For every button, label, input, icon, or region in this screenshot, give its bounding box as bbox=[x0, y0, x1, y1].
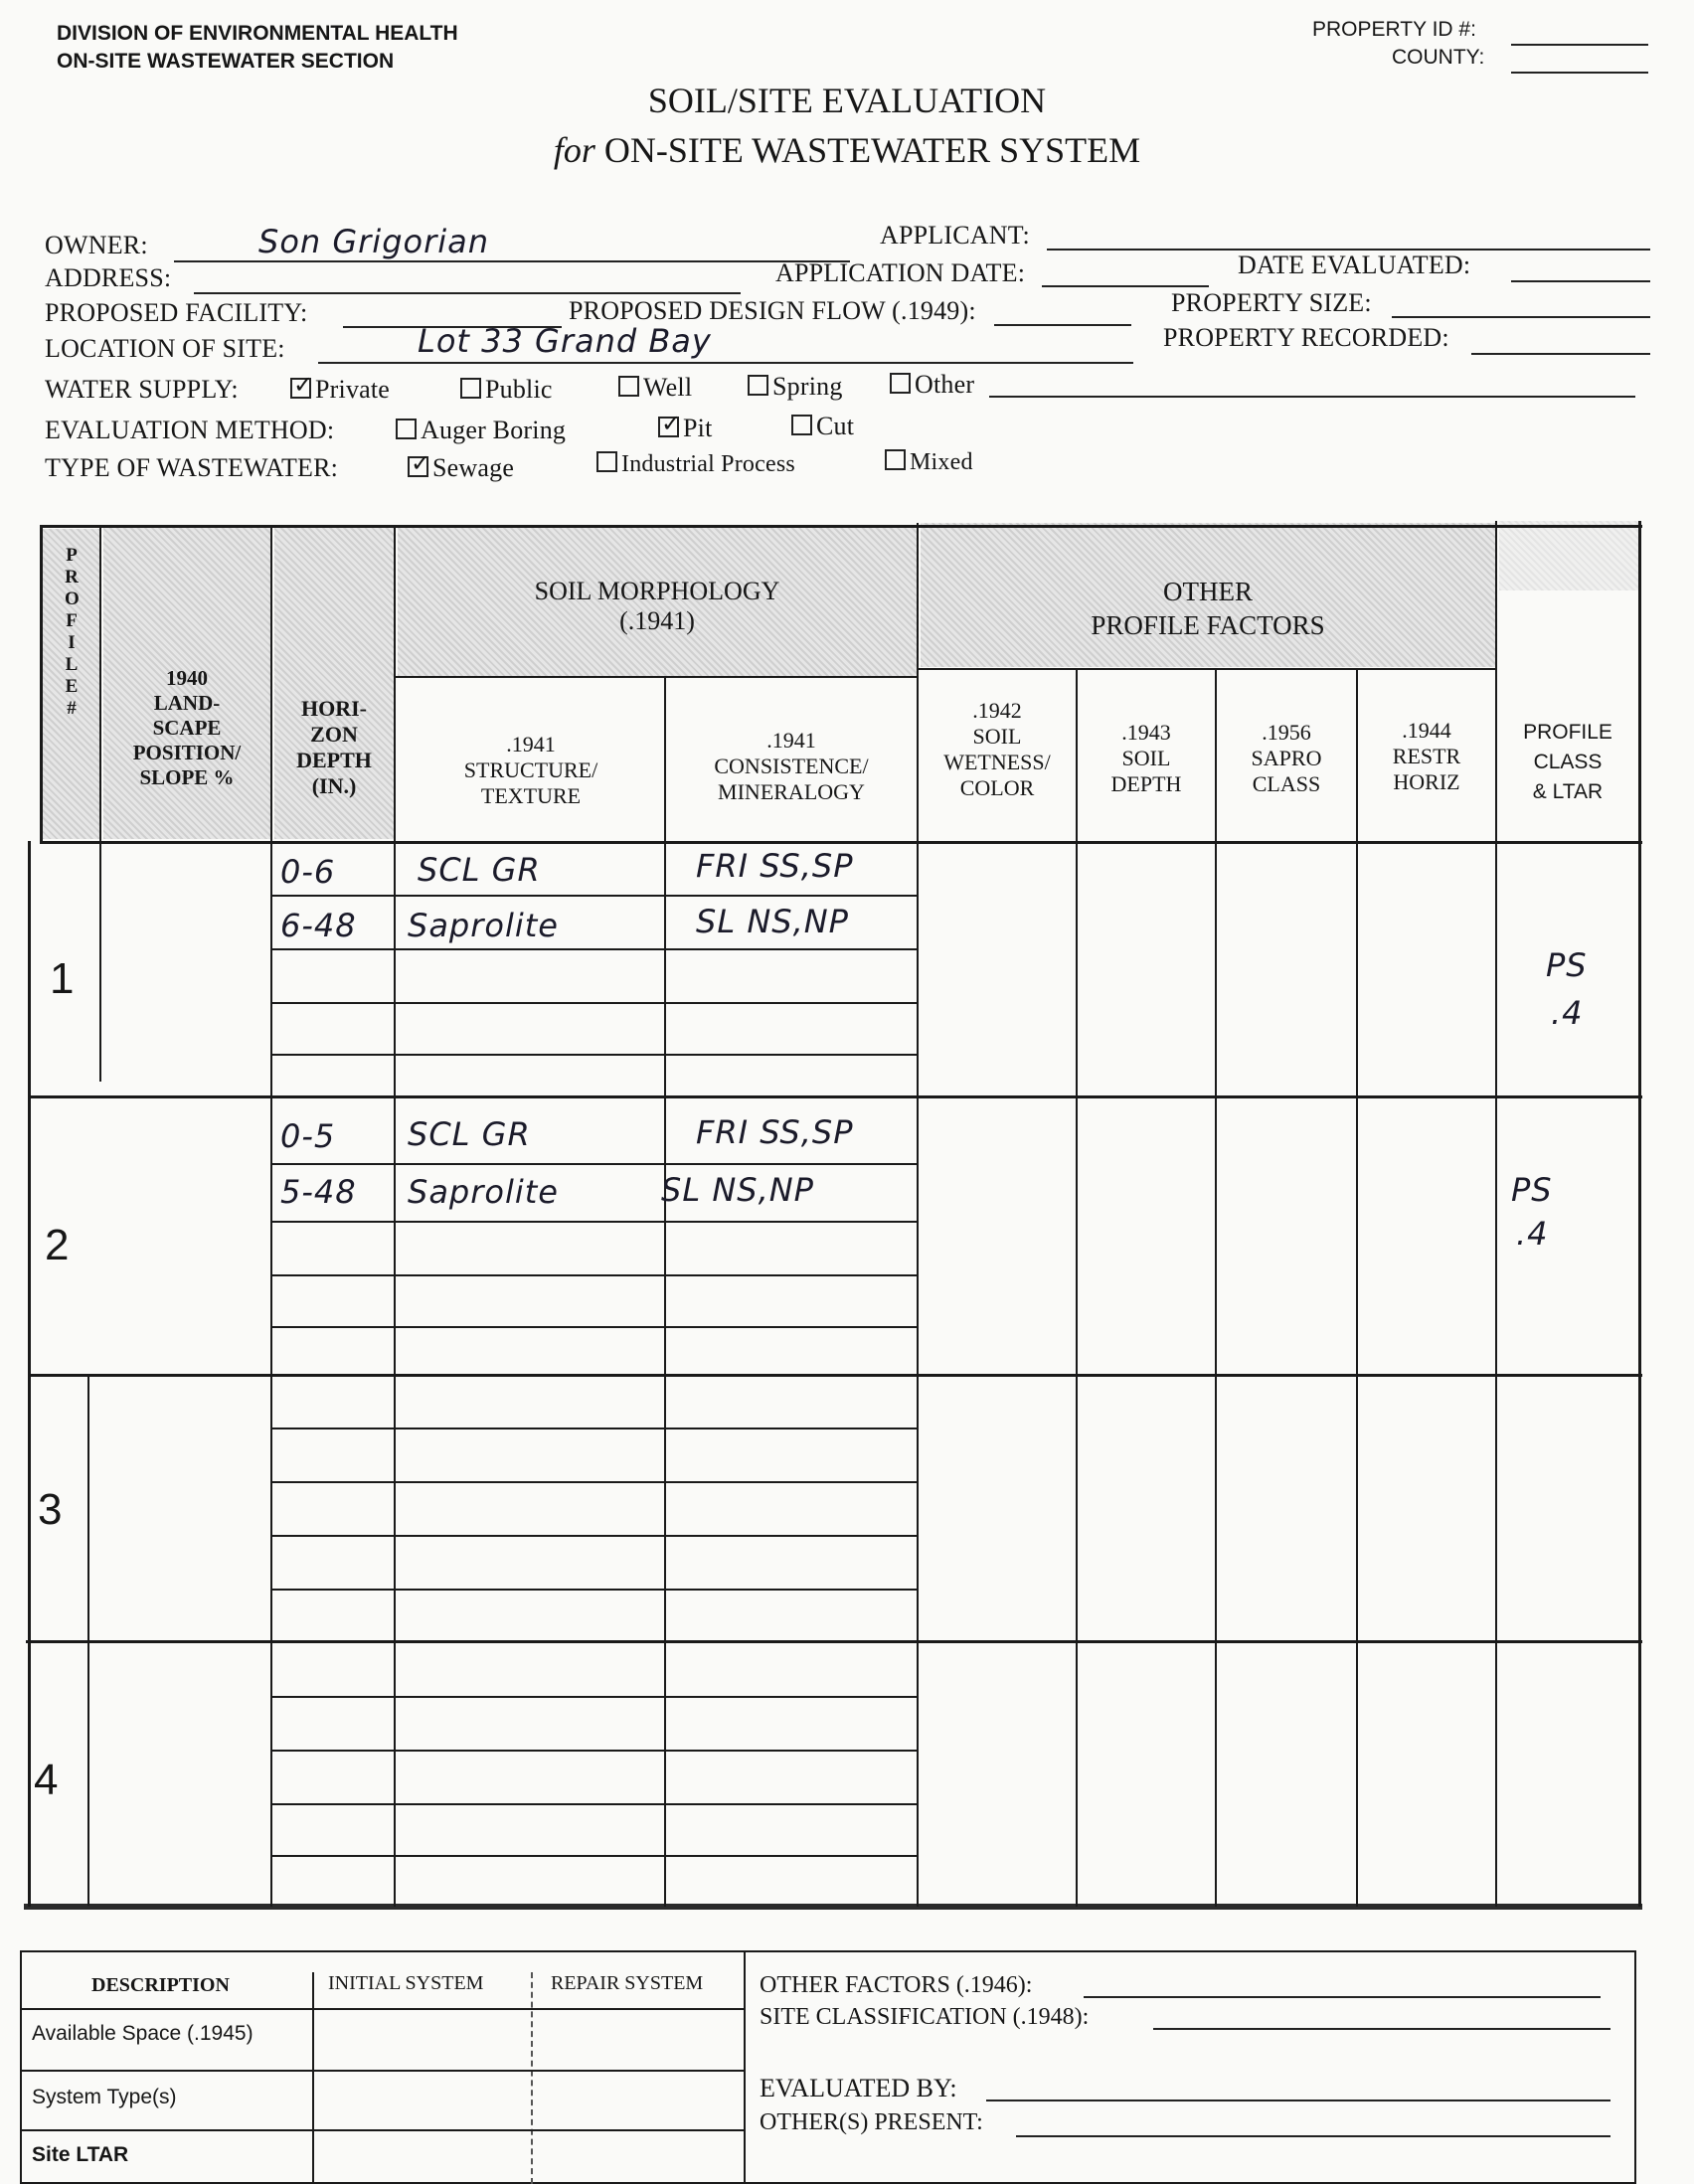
evaluation-method-label: EVALUATION METHOD: bbox=[45, 416, 335, 444]
shade-class bbox=[1499, 521, 1638, 590]
col-line bbox=[99, 525, 101, 1082]
application-date-label: APPLICATION DATE: bbox=[775, 258, 1026, 287]
profile-class-col-header: PROFILE CLASS & LTAR bbox=[1523, 721, 1612, 803]
p1-class: PS bbox=[1546, 946, 1588, 984]
site-ltar-label: Site LTAR bbox=[32, 2143, 129, 2166]
checkbox-icon bbox=[460, 378, 481, 399]
county-field[interactable] bbox=[1511, 72, 1648, 74]
checkbox-checked-icon bbox=[658, 417, 679, 437]
summary-col-line bbox=[312, 1972, 314, 2184]
profile-col-header: PROFILE # bbox=[65, 545, 80, 719]
description-header: DESCRIPTION bbox=[91, 1974, 230, 1996]
summary-col-line bbox=[744, 1950, 746, 2184]
checkbox-icon bbox=[618, 376, 639, 397]
checkbox-checked-icon bbox=[408, 456, 428, 477]
owner-field[interactable] bbox=[174, 260, 850, 262]
subrow-line bbox=[270, 1054, 917, 1056]
title-for: for bbox=[553, 130, 595, 170]
wastewater-sewage[interactable]: ✓ Sewage bbox=[408, 453, 514, 483]
subrow-line bbox=[270, 1696, 917, 1698]
method-auger[interactable]: Auger Boring bbox=[396, 416, 566, 445]
p1-r2-consistence: SL NS,NP bbox=[696, 903, 849, 940]
evaluated-by-field[interactable] bbox=[986, 2100, 1610, 2101]
owner-label: OWNER: bbox=[45, 231, 148, 259]
water-supply-public[interactable]: Public bbox=[460, 375, 553, 405]
form-subtitle bbox=[0, 129, 1694, 171]
p2-r2-consistence: SL NS,NP bbox=[661, 1171, 814, 1209]
title-line2: ON-SITE WASTEWATER SYSTEM bbox=[603, 130, 1141, 170]
horizon-col-header: HORI- ZON DEPTH (IN.) bbox=[296, 696, 372, 798]
table-top-line bbox=[40, 525, 1642, 528]
subrow-line bbox=[270, 1481, 917, 1483]
checkbox-icon bbox=[748, 375, 768, 396]
property-id-field[interactable] bbox=[1511, 44, 1648, 46]
p2-r2-depth: 5-48 bbox=[280, 1173, 357, 1211]
p2-r1-consistence: FRI SS,SP bbox=[696, 1113, 854, 1151]
summary-left-line bbox=[20, 1950, 22, 2184]
summary-row-line bbox=[22, 2008, 744, 2010]
proposed-facility-label: PROPOSED FACILITY: bbox=[45, 298, 308, 327]
checkbox-icon bbox=[596, 451, 617, 472]
date-evaluated-label: DATE EVALUATED: bbox=[1238, 251, 1471, 279]
application-date-field[interactable] bbox=[1042, 285, 1209, 287]
profile-number: 1 bbox=[50, 954, 75, 1003]
subrow-line bbox=[270, 895, 917, 897]
checkbox-icon bbox=[791, 415, 812, 435]
owner-value: Son Grigorian bbox=[258, 223, 490, 260]
soil-morphology-header: SOIL MORPHOLOGY (.1941) bbox=[534, 577, 780, 635]
property-id-label: PROPERTY ID #: bbox=[1312, 18, 1476, 41]
profile-separator bbox=[26, 1640, 1642, 1643]
initial-system-header: INITIAL SYSTEM bbox=[328, 1972, 484, 1994]
water-supply-spring[interactable]: Spring bbox=[748, 372, 843, 402]
col-line bbox=[1076, 670, 1078, 1907]
profile-number: 4 bbox=[34, 1756, 59, 1804]
landscape-col-header: 1940 LAND- SCAPE POSITION/ SLOPE % bbox=[132, 666, 242, 789]
subrow-line bbox=[270, 1750, 917, 1752]
wastewater-type-label: TYPE OF WASTEWATER: bbox=[45, 453, 339, 482]
col-line bbox=[87, 1374, 89, 1906]
consistence-col-header: .1941 CONSISTENCE/ MINERALOGY bbox=[714, 728, 869, 804]
subrow-line bbox=[270, 1589, 917, 1591]
p2-r2-structure: Saprolite bbox=[408, 1173, 559, 1211]
p1-r2-structure: Saprolite bbox=[408, 907, 559, 944]
design-flow-field[interactable] bbox=[994, 324, 1131, 326]
checkbox-icon bbox=[890, 373, 911, 394]
soil-depth-col-header: .1943 SOIL DEPTH bbox=[1110, 720, 1182, 796]
col-line bbox=[394, 525, 396, 1907]
summary-col-line bbox=[531, 1972, 535, 2184]
p2-r1-structure: SCL GR bbox=[408, 1115, 531, 1153]
location-label: LOCATION OF SITE: bbox=[45, 334, 285, 363]
address-field[interactable] bbox=[194, 292, 741, 294]
wastewater-industrial[interactable]: Industrial Process bbox=[596, 451, 795, 478]
header-bottom-line bbox=[40, 841, 1642, 844]
summary-row-line bbox=[22, 2070, 744, 2072]
location-value: Lot 33 Grand Bay bbox=[418, 322, 712, 360]
other-factors-label: OTHER FACTORS (.1946): bbox=[760, 1972, 1033, 1998]
county-label: COUNTY: bbox=[1392, 46, 1485, 69]
design-flow-label: PROPOSED DESIGN FLOW (.1949): bbox=[569, 296, 976, 325]
others-present-label: OTHER(S) PRESENT: bbox=[760, 2109, 983, 2135]
property-recorded-field[interactable] bbox=[1471, 353, 1650, 355]
other-factors-header: OTHER PROFILE FACTORS bbox=[1091, 577, 1325, 640]
evaluated-by-label: EVALUATED BY: bbox=[760, 2074, 957, 2102]
table-left-line bbox=[40, 525, 43, 843]
water-supply-well[interactable]: Well bbox=[618, 373, 692, 403]
applicant-label: APPLICANT: bbox=[880, 221, 1030, 250]
p1-ltar: .4 bbox=[1551, 994, 1584, 1032]
title-line1: SOIL/SITE EVALUATION bbox=[647, 81, 1047, 120]
p1-r1-consistence: FRI SS,SP bbox=[696, 847, 854, 885]
available-space-label: Available Space (.1945) bbox=[32, 2022, 254, 2045]
p2-ltar: .4 bbox=[1516, 1215, 1549, 1253]
table-left-line bbox=[28, 841, 31, 1907]
summary-top-line bbox=[20, 1950, 1636, 1952]
p1-r1-structure: SCL GR bbox=[418, 851, 541, 889]
subrow-line bbox=[270, 1002, 917, 1004]
col-line bbox=[664, 678, 666, 1907]
subrow-line bbox=[270, 1326, 917, 1328]
profile-number: 2 bbox=[45, 1221, 70, 1269]
method-pit[interactable]: ✓ Pit bbox=[658, 414, 713, 443]
wastewater-mixed[interactable]: Mixed bbox=[885, 449, 973, 476]
p2-r1-depth: 0-5 bbox=[280, 1117, 336, 1155]
p2-class: PS bbox=[1511, 1171, 1553, 1209]
other-factors-divider bbox=[919, 668, 1497, 670]
other-factors-field[interactable] bbox=[1084, 1996, 1601, 1998]
summary-right-line bbox=[1634, 1950, 1636, 2184]
restr-col-header: .1944 RESTR HORIZ bbox=[1392, 718, 1461, 794]
method-cut[interactable]: Cut bbox=[791, 412, 854, 441]
date-evaluated-field[interactable] bbox=[1511, 280, 1650, 282]
address-label: ADDRESS: bbox=[45, 263, 172, 292]
subrow-line bbox=[270, 1428, 917, 1429]
col-line bbox=[1356, 670, 1358, 1907]
subrow-line bbox=[270, 1221, 917, 1223]
summary-row-line bbox=[22, 2129, 744, 2131]
water-supply-private[interactable]: ✓ Private bbox=[290, 375, 390, 405]
repair-system-header: REPAIR SYSTEM bbox=[551, 1972, 704, 1994]
others-present-field[interactable] bbox=[1016, 2135, 1610, 2137]
morphology-divider bbox=[396, 676, 919, 678]
subrow-line bbox=[270, 1274, 917, 1276]
system-type-label: System Type(s) bbox=[32, 2086, 177, 2108]
profile-number: 3 bbox=[38, 1485, 63, 1534]
site-classification-field[interactable] bbox=[1153, 2028, 1610, 2030]
checkbox-checked-icon bbox=[290, 378, 311, 399]
subrow-line bbox=[270, 1535, 917, 1537]
checkbox-icon bbox=[885, 449, 906, 470]
table-bottom-line bbox=[24, 1904, 1642, 1910]
col-line bbox=[270, 525, 272, 1907]
subrow-line bbox=[270, 1163, 917, 1165]
table-right-line bbox=[1638, 521, 1641, 1907]
property-recorded-label: PROPERTY RECORDED: bbox=[1163, 323, 1449, 352]
col-line bbox=[1215, 670, 1217, 1907]
property-size-field[interactable] bbox=[1392, 316, 1650, 318]
water-supply-other-field[interactable] bbox=[989, 396, 1635, 398]
site-classification-label: SITE CLASSIFICATION (.1948): bbox=[760, 2004, 1090, 2030]
location-field[interactable] bbox=[318, 362, 1133, 364]
form-title bbox=[0, 80, 1694, 121]
p1-r2-depth: 6-48 bbox=[280, 907, 357, 944]
p1-r1-depth: 0-6 bbox=[280, 853, 336, 891]
subrow-line bbox=[270, 1803, 917, 1805]
subrow-line bbox=[270, 1855, 917, 1857]
section-label: ON-SITE WASTEWATER SECTION bbox=[57, 50, 395, 73]
water-supply-other[interactable]: Other bbox=[890, 370, 974, 400]
division-label: DIVISION OF ENVIRONMENTAL HEALTH bbox=[57, 22, 458, 45]
property-size-label: PROPERTY SIZE: bbox=[1171, 288, 1372, 317]
structure-col-header: .1941 STRUCTURE/ TEXTURE bbox=[463, 732, 598, 808]
wetness-col-header: .1942 SOIL WETNESS/ COLOR bbox=[943, 698, 1051, 800]
sapro-col-header: .1956 SAPRO CLASS bbox=[1251, 720, 1322, 796]
water-supply-label: WATER SUPPLY: bbox=[45, 375, 239, 404]
subrow-line bbox=[270, 948, 917, 950]
checkbox-icon bbox=[396, 419, 417, 439]
